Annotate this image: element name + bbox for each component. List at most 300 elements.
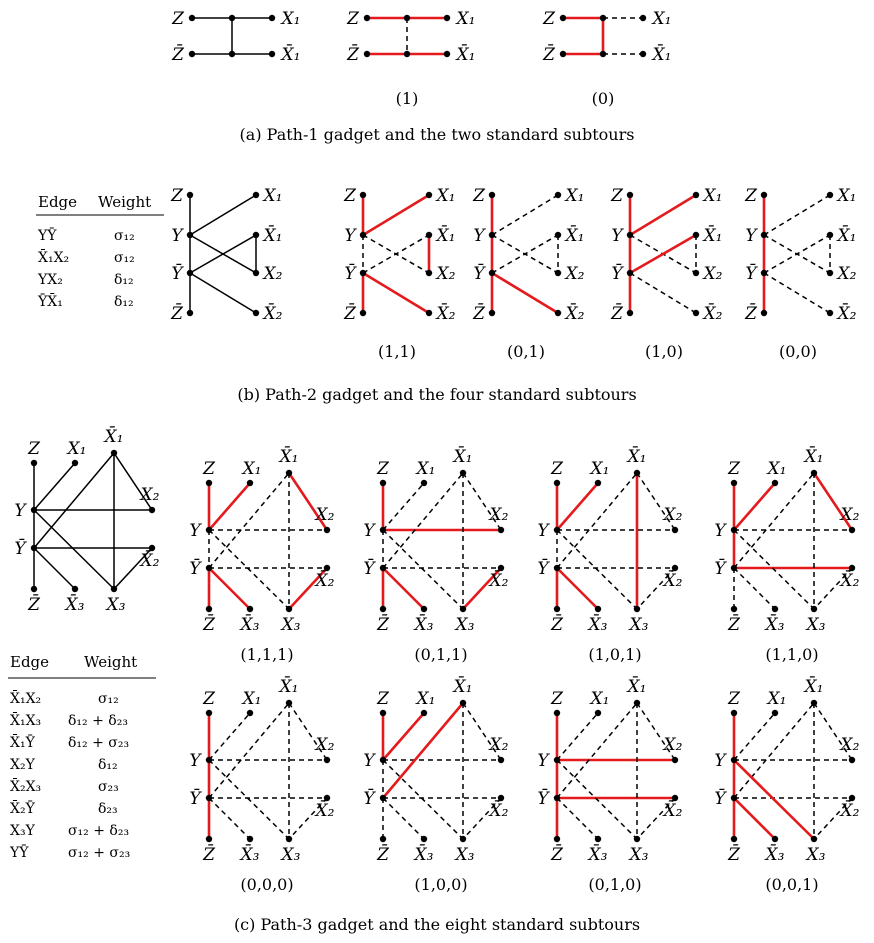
path3-gadget-2-node-y: [380, 527, 386, 533]
path3-gadget-6-subtour-label: (1,0,0): [414, 875, 468, 894]
path2-gadget-1-label-yb: Ȳ: [344, 264, 356, 284]
path3-gadget-6-label-x1: X₁: [416, 689, 436, 709]
path3-gadget-2-node-x1: [421, 480, 427, 486]
path2-gadget-2-label-y: Y: [473, 226, 485, 246]
path3-gadget-0-node-x1: [72, 460, 78, 466]
path3-gadget-3-label-x3b: X̄₃: [588, 615, 608, 635]
path2-gadget-3-node-x1b: [693, 232, 699, 238]
path3-gadget-0-node-z: [31, 460, 37, 466]
path3-gadget-5-label-x3: X₃: [281, 845, 301, 865]
path3-gadget-1-label-zb: Z̄: [203, 615, 215, 635]
path2-gadget-0-node-x1: [253, 192, 259, 198]
path2-gadget-3-edge-yb-x2b-dashed: [630, 273, 696, 313]
path3-gadget-5-node-x3: [286, 836, 292, 842]
path2-gadget-4-node-x1b: [827, 232, 833, 238]
path3-gadget-3-label-yb: Ȳ: [537, 559, 549, 579]
path3-gadget-8-node-y: [731, 757, 737, 763]
table-c-edge-1: X̄₁X₃: [10, 713, 42, 729]
path2-gadget-3-edge-y-x1-red: [630, 195, 696, 235]
path3-gadget-1-label-x2b: X̄₂: [315, 571, 335, 591]
path3-gadget-6-node-y: [380, 757, 386, 763]
path3-gadget-4-node-x1b: [811, 470, 817, 476]
table-b-header-edge: Edge: [38, 193, 78, 211]
path3-gadget-0-node-x3b: [72, 586, 78, 592]
path1-gadget-0-node-a: [229, 15, 235, 21]
path3-gadget-2-edge-y-x1-dashed: [383, 483, 424, 530]
path2-gadget-3-label-x1b: X̄₁: [703, 226, 723, 246]
path3-gadget-3-edge-y-x1-red: [557, 483, 598, 530]
path3-gadget-5-node-x2: [324, 757, 330, 763]
path3-gadget-5-edge-yb-x1b-dashed: [209, 703, 289, 798]
path2-gadget-1-label-y: Y: [344, 226, 356, 246]
path3-gadget-7-node-y: [554, 757, 560, 763]
path2-gadget-3-node-x1: [693, 192, 699, 198]
path2-gadget-4-label-x2: X₂: [837, 264, 857, 284]
path2-gadget-1-label-x1: X₁: [436, 186, 456, 206]
path3-gadget-0-node-x2: [149, 507, 155, 513]
path3-gadget-6-label-x1b: X̄₁: [453, 677, 473, 697]
path2-gadget-2-node-x1: [555, 192, 561, 198]
caption-a: (a) Path-1 gadget and the two standard subtours: [239, 125, 635, 144]
path3-gadget-6-node-zb: [380, 836, 386, 842]
path3-gadget-2-node-x1b: [460, 470, 466, 476]
path3-gadget-0-label-x2b: X̄₂: [140, 551, 160, 571]
path3-gadget-0-label-x1: X₁: [67, 439, 87, 459]
path1-gadget-0-label-z: Z: [172, 9, 184, 29]
path3-gadget-7-label-zb: Z̄: [551, 845, 563, 865]
path3-gadget-6-label-zb: Z̄: [377, 845, 389, 865]
path3-gadget-1-node-zb: [206, 606, 212, 612]
table-c-edge-2: X̄₁Ȳ: [10, 735, 35, 751]
path3-gadget-0-node-x3: [111, 586, 117, 592]
path3-gadget-3-label-x2: X₂: [663, 505, 683, 525]
path3-gadget-5-label-x2: X₂: [315, 735, 335, 755]
path2-gadget-1-label-x1b: X̄₁: [436, 226, 456, 246]
table-c-edge-5: X̄₂Ȳ: [10, 801, 35, 817]
table-c-edge-4: X̄₂X₃: [10, 779, 42, 795]
path2-gadget-1-subtour-label: (1,1): [378, 342, 416, 361]
path2-gadget-4-label-x1b: X̄₁: [837, 226, 857, 246]
path3-gadget-3-edge-y-x3-dashed: [557, 530, 637, 609]
table-b-weight-1: σ₁₂: [114, 250, 135, 266]
path3-gadget-7-node-x3b: [595, 836, 601, 842]
path3-gadget-7-node-x3: [634, 836, 640, 842]
path3-gadget-0-label-x2: X₂: [140, 485, 160, 505]
path2-gadget-1-node-zb: [360, 310, 366, 316]
path3-gadget-2-label-y: Y: [363, 521, 375, 541]
path1-gadget-0-label-x1: X₁: [281, 9, 301, 29]
path3-gadget-7-node-z: [554, 710, 560, 716]
path3-gadget-8-label-z: Z: [728, 689, 740, 709]
table-b-edge-3: ȲX̄₁: [38, 294, 63, 310]
path3-gadget-7-edge-yb-x1b-dashed: [557, 703, 637, 798]
path1-gadget-2-label-x1b: X̄₁: [652, 45, 672, 65]
path3-gadget-7-node-x2: [672, 757, 678, 763]
path2-gadget-4-edge-yb-x2b-dashed: [764, 273, 830, 313]
path2-gadget-4-node-z: [761, 192, 767, 198]
path3-gadget-4-label-x1b: X̄₁: [804, 447, 824, 467]
path3-gadget-4-edge-yb-x1b-dashed: [734, 473, 814, 568]
path2-gadget-1-label-z: Z: [344, 186, 356, 206]
path3-gadget-1-edge-yb-x1b-dashed: [209, 473, 289, 568]
path2-gadget-3-label-z: Z: [611, 186, 623, 206]
path1-gadget-0-label-x1b: X̄₁: [281, 45, 301, 65]
path3-gadget-2-node-zb: [380, 606, 386, 612]
path3-gadget-3-edge-yb-x3b-red: [557, 568, 598, 609]
path2-gadget-1-node-y: [360, 232, 366, 238]
path3-gadget-1-node-x1: [247, 480, 253, 486]
path3-gadget-4-node-x3b: [772, 606, 778, 612]
path2-gadget-2-node-x1b: [555, 232, 561, 238]
path3-gadget-7-label-x2: X₂: [663, 735, 683, 755]
path1-gadget-1-label-zb: Z̄: [347, 45, 359, 65]
path3-gadget-1-label-x2: X₂: [315, 505, 335, 525]
path2-gadget-2-label-yb: Ȳ: [473, 264, 485, 284]
path3-gadget-5-label-zb: Z̄: [203, 845, 215, 865]
path2-gadget-2-edge-y-x1-dashed: [492, 195, 558, 235]
path1-gadget-1-node-x1b: [444, 51, 450, 57]
path3-gadget-4-node-y: [731, 527, 737, 533]
path3-gadget-1-label-yb: Ȳ: [189, 559, 201, 579]
path2-gadget-1-node-x1b: [426, 232, 432, 238]
path3-gadget-5-label-x3b: X̄₃: [240, 845, 260, 865]
path2-gadget-1-node-x1: [426, 192, 432, 198]
path3-gadget-6-label-yb: Ȳ: [363, 789, 375, 809]
path1-gadget-2-label-z: Z: [543, 9, 555, 29]
path2-gadget-3-subtour-label: (1,0): [645, 342, 683, 361]
path3-gadget-4-label-x2b: X̄₂: [840, 571, 860, 591]
table-c-weight-6: σ₁₂ + δ₂₃: [68, 823, 130, 839]
path3-gadget-0-label-yb: Ȳ: [14, 539, 26, 559]
path3-gadget-5-node-z: [206, 710, 212, 716]
path3-gadget-4-label-y: Y: [714, 521, 726, 541]
path3-gadget-1-label-y: Y: [189, 521, 201, 541]
path3-gadget-8-edge-y-x1-dashed: [734, 713, 775, 760]
path2-gadget-3-label-yb: Ȳ: [611, 264, 623, 284]
path3-gadget-3-node-x3: [634, 606, 640, 612]
path2-gadget-0-label-x2: X₂: [263, 264, 283, 284]
path3-gadget-8-edge-yb-x1b-dashed: [734, 703, 814, 798]
path1-gadget-1-node-z: [364, 15, 370, 21]
path2-gadget-4-node-x2: [827, 270, 833, 276]
path3-gadget-2-label-x2: X₂: [489, 505, 509, 525]
path3-gadget-7-label-x2b: X̄₂: [663, 801, 683, 821]
path3-gadget-2-node-yb: [380, 565, 386, 571]
path3-gadget-6-label-z: Z: [377, 689, 389, 709]
path3-gadget-6-label-x3: X₃: [455, 845, 475, 865]
path3-gadget-0-label-x3: X₃: [106, 595, 126, 615]
path3-gadget-5-node-x1b: [286, 700, 292, 706]
table-c-weight-5: δ₂₃: [98, 801, 118, 817]
path3-gadget-8-node-x1b: [811, 700, 817, 706]
path2-gadget-0-node-zb: [187, 310, 193, 316]
path3-gadget-4-edge-yb-x3b-dashed: [734, 568, 775, 609]
path3-gadget-0-edge-yb-x1b: [34, 453, 114, 548]
path3-gadget-5-label-yb: Ȳ: [189, 789, 201, 809]
path2-gadget-4-node-zb: [761, 310, 767, 316]
path3-gadget-0-edge-yb-x3b: [34, 548, 75, 589]
path3-gadget-6-edge-yb-x3b-dashed: [383, 798, 424, 839]
path3-gadget-8-label-x2: X₂: [840, 735, 860, 755]
path2-gadget-2-node-x2b: [555, 310, 561, 316]
path3-gadget-6-label-x3b: X̄₃: [414, 845, 434, 865]
path3-gadget-4-label-x3: X₃: [806, 615, 826, 635]
path3-gadget-2-label-x1b: X̄₁: [453, 447, 473, 467]
path3-gadget-4-edge-y-x1-red: [734, 483, 775, 530]
path2-gadget-2-node-zb: [489, 310, 495, 316]
path2-gadget-4-edge-y-x1-dashed: [764, 195, 830, 235]
path2-gadget-4-label-yb: Ȳ: [745, 264, 757, 284]
path2-gadget-4-node-y: [761, 232, 767, 238]
path2-gadget-3-node-zb: [627, 310, 633, 316]
path3-gadget-5-label-y: Y: [189, 751, 201, 771]
path3-gadget-8-node-yb: [731, 795, 737, 801]
table-c-edge-0: X̄₁X₂: [10, 691, 42, 707]
path3-gadget-6-node-x2: [498, 757, 504, 763]
path2-gadget-4-node-yb: [761, 270, 767, 276]
path1-gadget-0-node-x1: [269, 15, 275, 21]
path1-gadget-2-node-a: [600, 15, 606, 21]
path1-gadget-2-node-z: [560, 15, 566, 21]
path3-gadget-5-label-x1: X₁: [242, 689, 262, 709]
path2-gadget-4-label-x2b: X̄₂: [837, 304, 857, 324]
path1-gadget-1-node-zb: [364, 51, 370, 57]
path3-gadget-7-edge-y-x1-dashed: [557, 713, 598, 760]
edge-weight-table-c: [8, 653, 156, 861]
path2-gadget-0-label-x2b: X̄₂: [263, 304, 283, 324]
path3-gadget-4-label-yb: Ȳ: [714, 559, 726, 579]
path3-gadget-6-label-y: Y: [363, 751, 375, 771]
path2-gadget-0-node-x2: [253, 270, 259, 276]
table-c-weight-2: δ₁₂ + σ₂₃: [68, 735, 130, 751]
path1-gadget-1-label-z: Z: [347, 9, 359, 29]
path3-gadget-2-label-x3b: X̄₃: [414, 615, 434, 635]
path3-gadget-7-label-x3b: X̄₃: [588, 845, 608, 865]
path2-gadget-2-label-zb: Z̄: [473, 304, 485, 324]
path2-gadget-2-edge-yb-x2b-red: [492, 273, 558, 313]
path3-gadget-7-node-x1b: [634, 700, 640, 706]
table-c-edge-3: X₂Y: [10, 757, 35, 773]
path3-gadget-1-node-x3: [286, 606, 292, 612]
path3-gadget-5-edge-yb-x3b-dashed: [209, 798, 250, 839]
path3-gadget-1-label-z: Z: [203, 459, 215, 479]
path3-gadget-4-label-x3b: X̄₃: [765, 615, 785, 635]
caption-b: (b) Path-2 gadget and the four standard subtours: [237, 385, 637, 404]
path3-gadget-0-label-y: Y: [14, 501, 26, 521]
path3-gadget-2-label-z: Z: [377, 459, 389, 479]
path1-gadget-2-label-x1: X₁: [652, 9, 672, 29]
path2-gadget-0-edge-y-x1: [190, 195, 256, 235]
path2-gadget-3-node-x2b: [693, 310, 699, 316]
path2-gadget-1-label-zb: Z̄: [344, 304, 356, 324]
path2-gadget-1-node-z: [360, 192, 366, 198]
path2-gadget-0-node-z: [187, 192, 193, 198]
path3-gadget-6-node-x1: [421, 710, 427, 716]
path3-gadget-1-label-x1b: X̄₁: [279, 447, 299, 467]
path2-gadget-3-label-x2: X₂: [703, 264, 723, 284]
path3-gadget-8-node-z: [731, 710, 737, 716]
path1-gadget-1-label-x1: X₁: [456, 9, 476, 29]
path3-gadget-4-node-z: [731, 480, 737, 486]
path3-gadget-2-label-yb: Ȳ: [363, 559, 375, 579]
table-c-edge-6: X₃Y: [10, 823, 35, 839]
path2-gadget-1-label-x2: X₂: [436, 264, 456, 284]
path3-gadget-2-edge-y-x3-dashed: [383, 530, 463, 609]
table-c-header-edge: Edge: [10, 653, 50, 671]
path2-gadget-3-label-x2b: X̄₂: [703, 304, 723, 324]
path3-gadget-2-label-x2b: X̄₂: [489, 571, 509, 591]
path2-gadget-0-label-x1b: X̄₁: [263, 226, 283, 246]
path3-gadget-3-node-y: [554, 527, 560, 533]
path3-gadget-3-label-z: Z: [551, 459, 563, 479]
table-c-weight-1: δ₁₂ + δ₂₃: [68, 713, 128, 729]
path3-gadget-8-label-x3b: X̄₃: [765, 845, 785, 865]
path2-gadget-0-node-yb: [187, 270, 193, 276]
path3-gadget-2-label-x1: X₁: [416, 459, 436, 479]
path3-gadget-1-edge-y-x1-red: [209, 483, 250, 530]
path3-gadget-6-label-x2: X₂: [489, 735, 509, 755]
path3-gadget-8-subtour-label: (0,0,1): [765, 875, 819, 894]
path2-gadget-1-node-x2: [426, 270, 432, 276]
path2-gadget-2-label-x2b: X̄₂: [565, 304, 585, 324]
table-c-weight-3: δ₁₂: [98, 757, 118, 773]
path3-gadget-6-node-x3: [460, 836, 466, 842]
path3-gadget-0-label-x1b: X̄₁: [104, 427, 124, 447]
path1-gadget-0-node-b: [229, 51, 235, 57]
path1-gadget-2-node-b: [600, 51, 606, 57]
path1-gadget-2-subtour-label: (0): [591, 89, 615, 108]
path3-gadget-7-label-z: Z: [551, 689, 563, 709]
table-c-weight-7: σ₁₂ + σ₂₃: [68, 845, 131, 861]
path3-gadget-7-label-y: Y: [537, 751, 549, 771]
path3-gadget-4-node-x3: [811, 606, 817, 612]
path3-gadget-5-node-y: [206, 757, 212, 763]
path1-gadget-0-node-x1b: [269, 51, 275, 57]
table-b-edge-2: YX₂: [38, 272, 63, 288]
path3-gadget-2-label-zb: Z̄: [377, 615, 389, 635]
path2-gadget-4-label-zb: Z̄: [745, 304, 757, 324]
path2-gadget-3-node-y: [627, 232, 633, 238]
path3-gadget-3-node-zb: [554, 606, 560, 612]
table-b-edge-0: YȲ: [38, 228, 57, 244]
path3-gadget-8-label-x1: X₁: [767, 689, 787, 709]
path3-gadget-8-node-zb: [731, 836, 737, 842]
path3-gadget-8-label-zb: Z̄: [728, 845, 740, 865]
path3-gadget-1-subtour-label: (1,1,1): [240, 645, 294, 664]
path2-gadget-1-edge-yb-x2b-red: [363, 273, 429, 313]
path2-gadget-1-node-x2b: [426, 310, 432, 316]
path3-gadget-5-subtour-label: (0,0,0): [240, 875, 294, 894]
path3-gadget-3-node-x1b: [634, 470, 640, 476]
path3-gadget-3-subtour-label: (1,0,1): [588, 645, 642, 664]
path2-gadget-2-label-x1b: X̄₁: [565, 226, 585, 246]
path2-gadget-2-node-z: [489, 192, 495, 198]
path3-gadget-8-label-y: Y: [714, 751, 726, 771]
path1-gadget-0-label-zb: Z̄: [172, 45, 184, 65]
path3-gadget-6-node-x3b: [421, 836, 427, 842]
path2-gadget-0-node-x1b: [253, 232, 259, 238]
path3-gadget-1-label-x1: X₁: [242, 459, 262, 479]
path2-gadget-2-node-yb: [489, 270, 495, 276]
path3-gadget-7-node-x1: [595, 710, 601, 716]
path2-gadget-0-label-y: Y: [171, 226, 183, 246]
path3-gadget-4-node-x1: [772, 480, 778, 486]
path3-gadget-5-node-x1: [247, 710, 253, 716]
path2-gadget-1-label-x2b: X̄₂: [436, 304, 456, 324]
path3-gadget-3-label-x3: X₃: [629, 615, 649, 635]
path2-gadget-0-label-x1: X₁: [263, 186, 283, 206]
path2-gadget-3-label-zb: Z̄: [611, 304, 623, 324]
path2-gadget-4-label-y: Y: [745, 226, 757, 246]
path3-gadget-4-node-x2: [849, 527, 855, 533]
path2-gadget-3-node-x2: [693, 270, 699, 276]
path3-gadget-0-label-z: Z: [28, 439, 40, 459]
path3-gadget-7-node-yb: [554, 795, 560, 801]
path3-gadget-6-edge-yb-x1b-red: [383, 703, 463, 798]
path3-gadget-8-label-yb: Ȳ: [714, 789, 726, 809]
path3-gadget-8-node-x2: [849, 757, 855, 763]
path3-gadget-2-node-x3: [460, 606, 466, 612]
path1-gadget-1-subtour-label: (1): [395, 89, 419, 108]
path3-gadget-4-label-zb: Z̄: [728, 615, 740, 635]
path3-gadget-8-label-x2b: X̄₂: [840, 801, 860, 821]
path3-gadget-1-edge-yb-x3b-red: [209, 568, 250, 609]
path3-gadget-2-edge-yb-x3b-red: [383, 568, 424, 609]
path1-gadget-2-node-zb: [560, 51, 566, 57]
path3-gadget-3-node-yb: [554, 565, 560, 571]
path3-gadget-8-edge-yb-x3b-red: [734, 798, 775, 839]
path1-gadget-0-node-z: [189, 15, 195, 21]
path1-gadget-2-node-x1: [640, 15, 646, 21]
path2-gadget-2-label-x2: X₂: [565, 264, 585, 284]
path3-gadget-7-label-x1: X₁: [590, 689, 610, 709]
path3-gadget-1-node-yb: [206, 565, 212, 571]
path1-gadget-1-node-x1: [444, 15, 450, 21]
path3-gadget-1-label-x3: X₃: [281, 615, 301, 635]
path2-gadget-2-label-z: Z: [473, 186, 485, 206]
path3-gadget-1-edge-y-x3-dashed: [209, 530, 289, 609]
path2-gadget-2-node-y: [489, 232, 495, 238]
path3-gadget-0-node-zb: [31, 586, 37, 592]
table-b-header-weight: Weight: [98, 193, 152, 211]
path3-gadget-1-node-x3b: [247, 606, 253, 612]
path2-gadget-4-subtour-label: (0,0): [779, 342, 817, 361]
path3-gadget-3-label-zb: Z̄: [551, 615, 563, 635]
path3-gadget-8-edge-y-x3-red: [734, 760, 814, 839]
path3-gadget-8-node-x3: [811, 836, 817, 842]
path3-gadget-3-label-x2b: X̄₂: [663, 571, 683, 591]
path2-gadget-3-label-x1: X₁: [703, 186, 723, 206]
path2-gadget-4-label-x1: X₁: [837, 186, 857, 206]
path3-gadget-7-edge-yb-x3b-dashed: [557, 798, 598, 839]
path3-gadget-5-edge-y-x3-dashed: [209, 760, 289, 839]
path3-gadget-0-edge-y-x3: [34, 510, 114, 589]
path3-gadget-5-node-zb: [206, 836, 212, 842]
path3-gadget-3-node-x1: [595, 480, 601, 486]
path3-gadget-3-label-x1: X₁: [590, 459, 610, 479]
path1-gadget-1-node-a: [404, 15, 410, 21]
path3-gadget-8-node-x3b: [772, 836, 778, 842]
path3-gadget-6-node-x1b: [460, 700, 466, 706]
path1-gadget-2-node-x1b: [640, 51, 646, 57]
path3-gadget-6-edge-y-x3-dashed: [383, 760, 463, 839]
path3-gadget-5-label-z: Z: [203, 689, 215, 709]
path3-gadget-2-label-x3: X₃: [455, 615, 475, 635]
path2-gadget-0-node-x2b: [253, 310, 259, 316]
path3-gadget-7-label-x1b: X̄₁: [627, 677, 647, 697]
path3-gadget-1-node-x1b: [286, 470, 292, 476]
path2-gadget-2-label-x1: X₁: [565, 186, 585, 206]
